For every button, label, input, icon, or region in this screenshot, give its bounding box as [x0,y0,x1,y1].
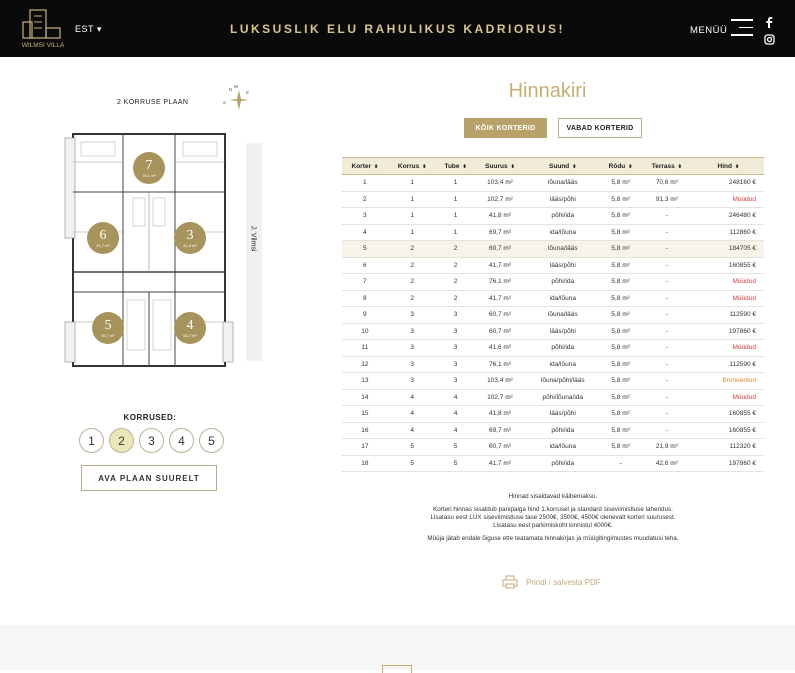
instagram-icon[interactable] [764,34,775,45]
cell-apartment: 4 [342,224,388,241]
table-row[interactable] [342,241,764,258]
table-row[interactable] [342,323,764,340]
unit-7-number: 7 [145,158,153,173]
cell-apartment: 15 [342,406,388,423]
column-header-label: Rõdu [608,162,626,170]
note-line: Korteri hinnas sisaldub panipaiga hind 1.korrusel ja standard siseviimistluse lahendus. [433,506,673,513]
pricelist-notes [342,493,764,543]
cell-floor: 1 [388,175,437,192]
hamburger-menu-icon[interactable] [731,19,753,39]
note-line: Lisatasu eest parkimiskoht kinnistul 4000€. [493,522,613,529]
unit-4-area: 60,7 m² [183,333,197,338]
cell-price: 112590 € [693,356,764,373]
cell-size: 60,7 m² [475,241,526,258]
cell-rooms: 3 [437,356,475,373]
cell-balcony: 5,8 m² [600,257,641,274]
cell-terrace: 91,3 m² [641,191,693,208]
unit-marker-7[interactable] [133,152,165,184]
note-line: Lisatasu eest LUX siseviimistluse tase 2500€, 3500€, 4500€ olenevalt korteri suurusest. [430,514,676,521]
unit-7-area: 76,1 m² [142,173,156,178]
cell-terrace: - [641,257,693,274]
cell-terrace: 21,9 m² [641,439,693,456]
cell-direction: lõuna/lääs [525,175,600,192]
unit-5-area: 60,7 m² [101,333,115,338]
table-row[interactable] [342,373,764,390]
sort-icon[interactable]: ⬍ [677,163,682,170]
table-row[interactable] [342,208,764,225]
cell-size: 103,4 m² [475,373,526,390]
cell-size: 41,7 m² [475,290,526,307]
cell-rooms: 4 [437,389,475,406]
cell-apartment: 6 [342,257,388,274]
cell-terrace: - [641,356,693,373]
top-navigation-bar [0,0,795,57]
cell-floor: 5 [388,455,437,472]
cell-rooms: 3 [437,340,475,357]
sort-icon[interactable]: ⬍ [422,163,427,170]
cell-balcony: 5,8 m² [600,208,641,225]
cell-floor: 3 [388,373,437,390]
cell-terrace: - [641,241,693,258]
cell-direction: ida/lõuna [525,356,600,373]
logo-text: WILMSI VILLA [21,42,65,49]
cell-rooms: 1 [437,208,475,225]
cell-balcony: 5,8 m² [600,323,641,340]
cell-balcony: 5,8 m² [600,274,641,291]
table-row[interactable] [342,340,764,357]
cell-price: 184705 € [693,241,764,258]
column-header-balcony[interactable] [600,158,641,175]
table-row[interactable] [342,175,764,192]
cell-price: Müüdud [693,191,764,208]
cell-apartment: 12 [342,356,388,373]
table-row[interactable] [342,356,764,373]
cell-price: Müüdud [693,274,764,291]
cell-terrace: - [641,290,693,307]
cell-terrace: - [641,340,693,357]
cell-balcony: 5,8 m² [600,175,641,192]
menu-label[interactable]: MENÜÜ [690,25,728,36]
cell-floor: 4 [388,422,437,439]
cell-direction: põhi/ida [525,340,600,357]
table-row[interactable] [342,257,764,274]
cell-price: 197860 € [693,455,764,472]
note-line: Müüja jätab endale õiguse ette teatamata hinnakirjas ja müügitingimustes muudatusi teha. [427,535,679,542]
cell-size: 41,8 m² [475,208,526,225]
cell-floor: 3 [388,323,437,340]
cell-terrace: - [641,422,693,439]
table-body [342,175,764,472]
column-header-direction[interactable] [525,158,600,175]
cell-size: 60,7 m² [475,323,526,340]
unit-3-number: 3 [186,228,194,243]
unit-4-number: 4 [186,318,194,333]
cell-terrace: - [641,373,693,390]
table-row[interactable] [342,290,764,307]
cell-apartment: 3 [342,208,388,225]
open-plan-large-button[interactable]: AVA PLAAN SUURELT [81,465,217,491]
cell-terrace: 42,6 m² [641,455,693,472]
cell-size: 41,6 m² [475,340,526,357]
cell-apartment: 17 [342,439,388,456]
cell-size: 102,7 m² [475,191,526,208]
unit-3-area: 41,8 m² [183,243,197,248]
cell-floor: 4 [388,406,437,423]
cell-price: 248160 € [693,175,764,192]
table-header-row [342,158,764,175]
cell-balcony: 5,8 m² [600,422,641,439]
street-strip [246,143,262,361]
cell-floor: 2 [388,241,437,258]
sort-icon[interactable]: ⬍ [510,163,515,170]
cell-balcony: 5,8 m² [600,191,641,208]
cell-rooms: 2 [437,241,475,258]
note-line: Hinnad sisaldavad käibemaksu. [508,493,598,500]
print-pdf-link[interactable] [502,575,601,589]
column-header-apartment[interactable] [342,158,388,175]
unit-6-number: 6 [99,228,107,243]
cell-floor: 3 [388,340,437,357]
column-header-label: Korter [351,162,372,170]
cell-terrace: - [641,307,693,324]
cell-apartment: 5 [342,241,388,258]
cell-apartment: 18 [342,455,388,472]
floor-button-4[interactable]: 4 [169,428,194,453]
cell-size: 41,8 m² [475,406,526,423]
column-header-label: Suurus [485,162,508,170]
cell-size: 41,7 m² [475,257,526,274]
floor-button-5[interactable]: 5 [199,428,224,453]
cell-size: 69,7 m² [475,224,526,241]
cell-size: 76,1 m² [475,274,526,291]
cell-direction: lääs/põhi [525,191,600,208]
cell-rooms: 3 [437,373,475,390]
street-label: J. Vilmsi [249,225,257,252]
cell-terrace: - [641,224,693,241]
cell-rooms: 3 [437,323,475,340]
cell-balcony: 5,8 m² [600,340,641,357]
cell-apartment: 8 [342,290,388,307]
tab-free-apartments[interactable]: VABAD KORTERID [558,118,642,138]
cell-size: 76,1 m² [475,356,526,373]
cell-size: 41,7 m² [475,455,526,472]
cell-floor: 2 [388,257,437,274]
cell-terrace: - [641,274,693,291]
tab-all-apartments[interactable]: KÕIK KORTERID [464,118,547,138]
unit-marker-6[interactable] [87,222,119,254]
cell-apartment: 9 [342,307,388,324]
unit-marker-5[interactable] [92,312,124,344]
unit-5-number: 5 [104,318,112,333]
column-header-label: Terrass [651,162,675,170]
table-row[interactable] [342,406,764,423]
cell-rooms: 1 [437,191,475,208]
header-slogan: LUKSUSLIK ELU RAHULIKUS KADRIORUS! [230,22,565,36]
cell-size: 102,7 m² [475,389,526,406]
cell-terrace: - [641,406,693,423]
cell-price: 112590 € [693,307,764,324]
cell-apartment: 13 [342,373,388,390]
cell-apartment: 16 [342,422,388,439]
column-header-rooms[interactable] [437,158,475,175]
cell-floor: 4 [388,389,437,406]
cell-price: 160855 € [693,406,764,423]
cell-price: Müüdud [693,340,764,357]
cell-terrace: - [641,389,693,406]
cell-price: 160855 € [693,257,764,274]
cell-direction: põhi/lõuna/ida [525,389,600,406]
sort-icon[interactable]: ⬍ [628,163,633,170]
footer-band [0,625,795,670]
cell-terrace: 70,6 m² [641,175,693,192]
sort-icon[interactable]: ⬍ [462,163,467,170]
table-row[interactable] [342,274,764,291]
cell-floor: 1 [388,224,437,241]
floor-plan-panel [0,57,290,617]
cell-balcony: 5,8 m² [600,373,641,390]
cell-rooms: 2 [437,257,475,274]
social-links [763,16,775,48]
cell-price: 197860 € [693,323,764,340]
pricelist-table [342,157,764,472]
floor-button-3[interactable]: 3 [139,428,164,453]
cell-rooms: 1 [437,175,475,192]
cell-direction: põhi/ida [525,274,600,291]
cell-balcony: 5,8 m² [600,406,641,423]
printer-icon [502,575,518,589]
footer-element [382,665,412,673]
cell-balcony: 5,8 m² [600,356,641,373]
column-header-label: Hind [717,162,732,170]
compass-s: S [223,100,227,105]
floor-plan-title: 2 KORRUSE PLAAN [117,99,189,106]
table-row[interactable] [342,455,764,472]
cell-apartment: 14 [342,389,388,406]
unit-6-area: 41,7 m² [96,243,110,248]
cell-floor: 5 [388,439,437,456]
cell-size: 103,4 m² [475,175,526,192]
column-header-label: Suund [549,162,570,170]
cell-direction: põhi/ida [525,422,600,439]
table-row[interactable] [342,439,764,456]
sort-icon[interactable]: ⬍ [734,163,740,170]
compass-n: N [229,87,233,92]
cell-direction: ida/lõuna [525,290,600,307]
cell-apartment: 7 [342,274,388,291]
sort-icon[interactable]: ⬍ [374,163,379,170]
cell-price: 112860 € [693,224,764,241]
cell-balcony: 5,8 m² [600,224,641,241]
cell-direction: lõuna/lääs [525,307,600,324]
cell-apartment: 11 [342,340,388,357]
cell-floor: 1 [388,208,437,225]
cell-balcony: 5,8 m² [600,290,641,307]
cell-balcony: 5,8 m² [600,241,641,258]
cell-size: 69,7 m² [475,422,526,439]
cell-direction: põhi/ida [525,208,600,225]
unit-marker-4[interactable] [174,312,206,344]
table-row[interactable] [342,389,764,406]
compass-w: W [234,84,239,89]
floor-plan-drawing[interactable] [63,132,235,368]
cell-direction: lõuna/lääs [525,241,600,258]
cell-size: 60,7 m² [475,439,526,456]
column-header-price[interactable] [693,158,764,175]
cell-direction: põhi/ida [525,455,600,472]
cell-apartment: 10 [342,323,388,340]
cell-rooms: 2 [437,274,475,291]
cell-balcony: - [600,455,641,472]
compass-e: E [246,90,250,95]
column-header-size[interactable] [475,158,526,175]
cell-floor: 2 [388,290,437,307]
cell-rooms: 5 [437,455,475,472]
table-row[interactable] [342,307,764,324]
language-selector[interactable]: EST ▾ [75,24,102,34]
cell-rooms: 5 [437,439,475,456]
table-row[interactable] [342,422,764,439]
compass-icon [221,82,257,118]
floor-button-2[interactable]: 2 [109,428,134,453]
facebook-icon[interactable] [764,16,774,28]
cell-apartment: 2 [342,191,388,208]
cell-price: 160855 € [693,422,764,439]
floors-title: KORRUSED: [123,413,177,422]
cell-rooms: 2 [437,290,475,307]
cell-direction: lääs/põhi [525,406,600,423]
floor-selector [79,428,224,453]
cell-price: Müüdud [693,290,764,307]
print-pdf-label: Prindi / salvesta PDF [526,577,601,587]
cell-price: 246480 € [693,208,764,225]
cell-direction: lääs/põhi [525,257,600,274]
unit-marker-3[interactable] [174,222,206,254]
cell-floor: 3 [388,356,437,373]
cell-rooms: 1 [437,224,475,241]
cell-floor: 1 [388,191,437,208]
cell-rooms: 4 [437,422,475,439]
pricelist-title: Hinnakiri [508,80,587,102]
cell-terrace: - [641,208,693,225]
column-header-terrace[interactable] [641,158,693,175]
cell-price: Broneeritud [693,373,764,390]
column-header-label: Tube [444,162,460,170]
cell-balcony: 5,8 m² [600,307,641,324]
table-row[interactable] [342,191,764,208]
sort-icon[interactable]: ⬍ [572,163,577,170]
cell-rooms: 3 [437,307,475,324]
cell-direction: lõuna/põhi/lääs [525,373,600,390]
floor-button-1[interactable]: 1 [79,428,104,453]
cell-price: Müüdud [693,389,764,406]
cell-rooms: 4 [437,406,475,423]
cell-floor: 3 [388,307,437,324]
cell-direction: lääs/põhi [525,323,600,340]
cell-terrace: - [641,323,693,340]
cell-price: 112320 € [693,439,764,456]
cell-direction: ida/lõuna [525,439,600,456]
column-header-floor[interactable] [388,158,437,175]
cell-size: 60,7 m² [475,307,526,324]
column-header-label: Korrus [397,162,420,170]
cell-balcony: 5,8 m² [600,439,641,456]
cell-apartment: 1 [342,175,388,192]
cell-balcony: 5,8 m² [600,389,641,406]
cell-direction: ida/lõuna [525,224,600,241]
cell-floor: 2 [388,274,437,291]
table-row[interactable] [342,224,764,241]
